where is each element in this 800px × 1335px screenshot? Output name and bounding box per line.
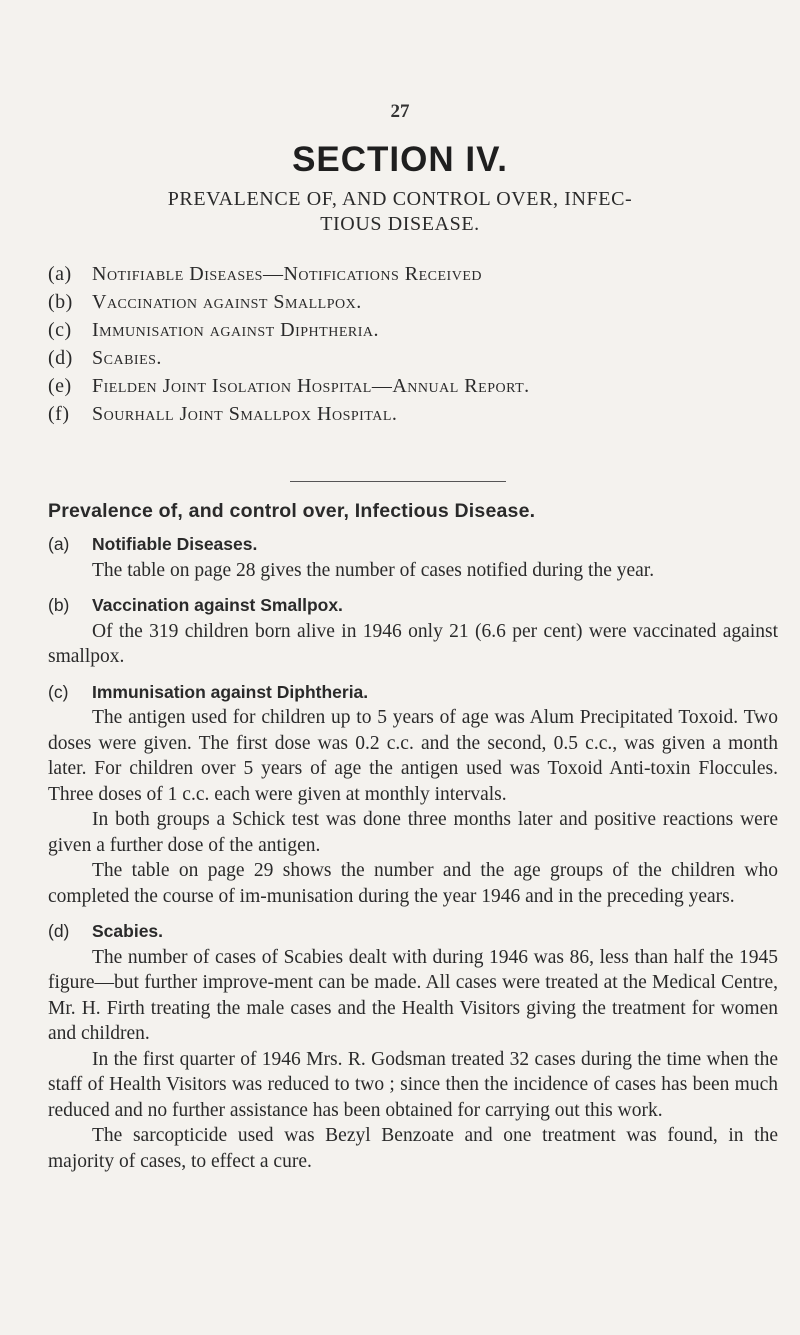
contents-item [48, 316, 778, 344]
contents-letter: (b) [48, 291, 73, 313]
contents-letter: (e) [48, 375, 72, 397]
heading-letter: (d) [48, 921, 70, 941]
contents-item [48, 400, 778, 428]
section-title: SECTION IV. [292, 140, 508, 179]
contents-letter: (f) [48, 403, 70, 425]
body-content [48, 496, 778, 1174]
section-subtitle [20, 187, 780, 237]
contents-text: Notifiable Diseases—Notifications Received [92, 263, 482, 285]
heading-notifiable-diseases [48, 532, 778, 558]
contents-letter: (d) [48, 347, 73, 369]
subtitle-line-2: TIOUS DISEASE. [320, 213, 480, 235]
paragraph: The number of cases of Scabies dealt with during 1946 was 86, less than half the 1945 figure—but further improve-ment can be made. All cases were treated at the Medical Centre, Mr. H. Firth treating the male cases and the Health Visitors giving the treatment for women and children. [48, 946, 778, 1044]
heading-text: Immunisation against Diphtheria. [92, 681, 369, 702]
contents-text: Sourhall Joint Smallpox Hospital. [92, 403, 398, 425]
contents-text: Vaccination against Smallpox. [92, 291, 362, 313]
contents-letter: (c) [48, 319, 72, 341]
page-number: 27 [390, 101, 410, 122]
contents-text: Immunisation against Diphtheria. [92, 319, 379, 341]
heading-letter: (c) [48, 681, 69, 702]
heading-letter: (b) [48, 595, 70, 615]
divider-rule [290, 481, 506, 482]
contents-text: Scabies. [92, 347, 162, 369]
paragraph: Of the 319 children born alive in 1946 only 21 (6.6 per cent) were vaccinated against smallpox. [48, 620, 778, 667]
subtitle-line-1: PREVALENCE OF, AND CONTROL OVER, INFEC- [167, 188, 633, 210]
paragraph: The sarcopticide used was Bezyl Benzoate and one treatment was found, in the majority of cases, to effect a cure. [48, 1125, 778, 1172]
contents-list [48, 260, 778, 428]
contents-item [48, 260, 778, 288]
contents-item [48, 344, 778, 372]
paragraph: The antigen used for children up to 5 years of age was Alum Precipitated Toxoid. Two doses were given. The first dose was 0.2 c.c. and the second, 0.5 c.c., was given a month later. For children over 5 years of age the antigen used was Toxoid Anti-toxin Floccules. Three doses of 1 c.c. each were given at monthly intervals. [48, 707, 778, 805]
heading-vaccination [48, 593, 778, 619]
paragraph: In the first quarter of 1946 Mrs. R. Godsman treated 32 cases during the time when the staff of Health Visitors was reduced to two ; since then the incidence of cases has been much reduced and no further assistance has been obtained for carrying out this work. [48, 1048, 778, 1121]
main-heading: Prevalence of, and control over, Infectious Disease. [48, 500, 536, 522]
heading-letter: (a) [48, 534, 70, 554]
contents-item [48, 288, 778, 316]
paragraph: The table on page 28 gives the number of cases notified during the year. [92, 559, 655, 581]
heading-immunisation [48, 680, 778, 706]
contents-item [48, 372, 778, 400]
heading-text: Scabies. [92, 921, 164, 941]
contents-text: Fielden Joint Isolation Hospital—Annual Report. [92, 375, 530, 397]
contents-letter: (a) [48, 263, 72, 285]
paragraph: The table on page 29 shows the number and the age groups of the children who completed the course of im-munisation during the year 1946 and in the preceding years. [48, 860, 778, 907]
heading-text: Vaccination against Smallpox. [92, 595, 343, 615]
heading-scabies [48, 919, 778, 945]
heading-text: Notifiable Diseases. [92, 534, 258, 554]
paragraph: In both groups a Schick test was done three months later and positive reactions were given a further dose of the antigen. [48, 809, 778, 856]
